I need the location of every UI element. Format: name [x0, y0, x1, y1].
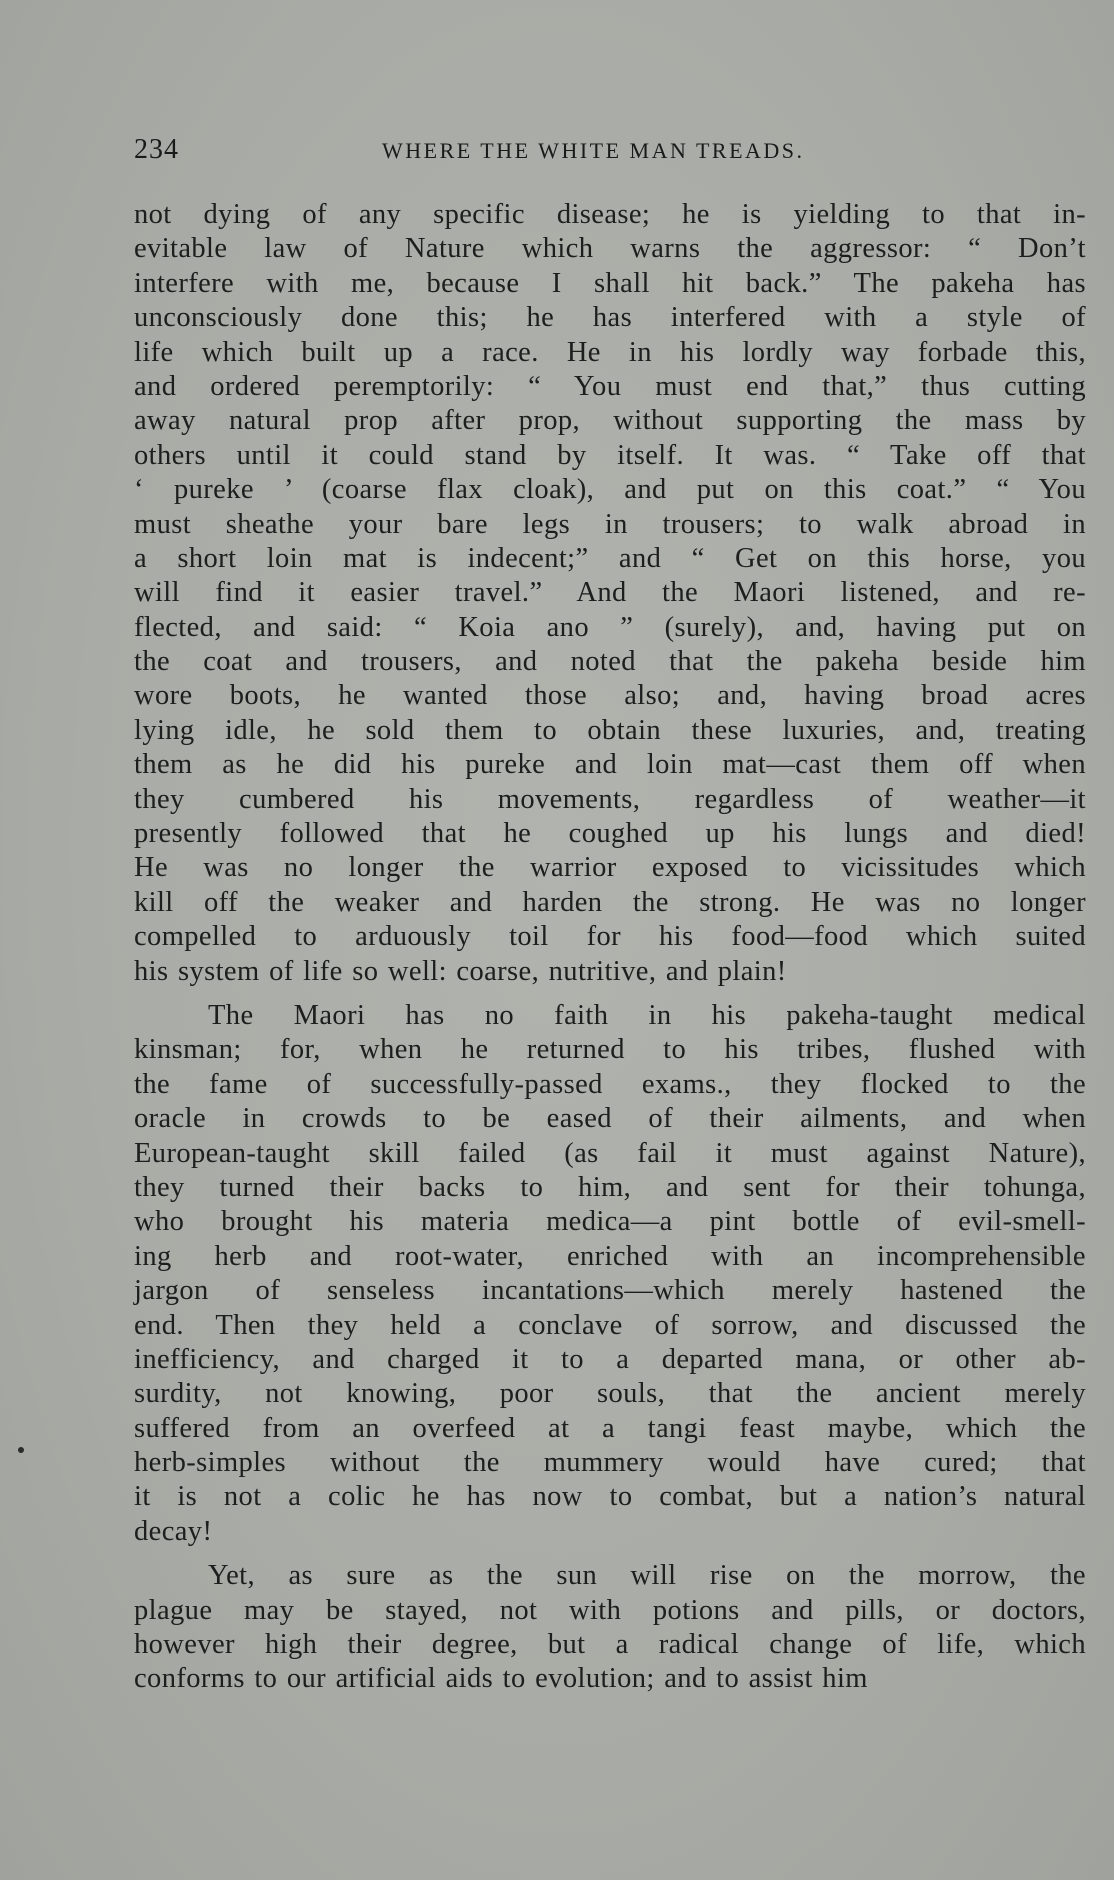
- text-line: inefficiency, and charged it to a departed mana, or other ab-: [134, 1343, 1086, 1375]
- text-line: surdity, not knowing, poor souls, that the ancient merely: [134, 1378, 1086, 1410]
- text-line: herb-simples without the mummery would have cured; that: [134, 1447, 1086, 1479]
- paragraph: [134, 999, 1086, 1549]
- text-line: kill off the weaker and harden the strong. He was no longer: [134, 886, 1086, 918]
- text-line: ing herb and root-water, enriched with an incomprehensible: [134, 1240, 1086, 1272]
- text-line: life which built up a race. He in his lordly way forbade this,: [134, 336, 1086, 368]
- text-line: evitable law of Nature which warns the aggressor: “ Don’t: [134, 233, 1086, 265]
- page-header: [134, 134, 1086, 174]
- text-line: lying idle, he sold them to obtain these luxuries, and, treating: [134, 714, 1086, 746]
- text-line: a short loin mat is indecent;” and “ Get on this horse, you: [134, 542, 1086, 574]
- page-number: 234: [134, 134, 179, 165]
- text-line: they turned their backs to him, and sent for their tohunga,: [134, 1171, 1086, 1203]
- text-line: wore boots, he wanted those also; and, having broad acres: [134, 680, 1086, 712]
- text-line: ‘ pureke ’ (coarse flax cloak), and put on this coat.” “ You: [134, 474, 1086, 506]
- text-line: decay!: [134, 1515, 213, 1547]
- text-line: the fame of successfully-passed exams., they flocked to the: [134, 1068, 1086, 1100]
- text-line: others until it could stand by itself. It was. “ Take off that: [134, 439, 1086, 471]
- text-line: the coat and trousers, and noted that the pakeha beside him: [134, 646, 1086, 678]
- text-line: kinsman; for, when he returned to his tribes, flushed with: [134, 1034, 1086, 1066]
- text-line: Yet, as sure as the sun will rise on the morrow, the: [208, 1560, 1086, 1592]
- text-line: compelled to arduously toil for his food—food which suited: [134, 921, 1086, 953]
- text-line: jargon of senseless incantations—which merely hastened the: [134, 1275, 1086, 1307]
- text-line: oracle in crowds to be eased of their ailments, and when: [134, 1103, 1086, 1135]
- text-line: must sheathe your bare legs in trousers; to walk abroad in: [134, 508, 1086, 540]
- text-line: away natural prop after prop, without supporting the mass by: [134, 405, 1086, 437]
- margin-speck: [18, 1447, 24, 1453]
- text-line: who brought his materia medica—a pint bottle of evil-smell-: [134, 1206, 1086, 1238]
- text-line: however high their degree, but a radical change of life, which: [134, 1629, 1086, 1661]
- text-line: The Maori has no faith in his pakeha-taught medical: [208, 999, 1086, 1031]
- paragraph-gap: [134, 989, 1086, 999]
- text-line: they cumbered his movements, regardless of weather—it: [134, 783, 1086, 815]
- text-line: and ordered peremptorily: “ You must end that,” thus cutting: [134, 370, 1086, 402]
- text-line: will find it easier travel.” And the Maori listened, and re-: [134, 577, 1086, 609]
- paragraph: [134, 198, 1086, 989]
- text-line: suffered from an overfeed at a tangi feast maybe, which the: [134, 1412, 1086, 1444]
- text-line: end. Then they held a conclave of sorrow, and discussed the: [134, 1309, 1086, 1341]
- paragraph-gap: [134, 1549, 1086, 1559]
- paragraph: [134, 1559, 1086, 1697]
- text-line: not dying of any specific disease; he is yielding to that in-: [134, 199, 1086, 230]
- text-line: his system of life so well: coarse, nutritive, and plain!: [134, 955, 787, 987]
- text-line: interfere with me, because I shall hit back.” The pakeha has: [134, 267, 1086, 299]
- text-line: it is not a colic he has now to combat, but a nation’s natural: [134, 1481, 1086, 1513]
- text-line: them as he did his pureke and loin mat—cast them off when: [134, 749, 1086, 781]
- text-line: He was no longer the warrior exposed to vicissitudes which: [134, 852, 1086, 884]
- text-line: conforms to our artificial aids to evolution; and to assist him: [134, 1663, 868, 1695]
- text-line: flected, and said: “ Koia ano ” (surely), and, having put on: [134, 611, 1086, 643]
- text-line: unconsciously done this; he has interfered with a style of: [134, 302, 1086, 334]
- body-text: [134, 198, 1086, 1697]
- running-head: WHERE THE WHITE MAN TREADS.: [382, 138, 805, 163]
- text-line: presently followed that he coughed up his lungs and died!: [134, 818, 1086, 850]
- text-line: European-taught skill failed (as fail it must against Nature),: [134, 1137, 1086, 1169]
- text-line: plague may be stayed, not with potions and pills, or doctors,: [134, 1594, 1086, 1626]
